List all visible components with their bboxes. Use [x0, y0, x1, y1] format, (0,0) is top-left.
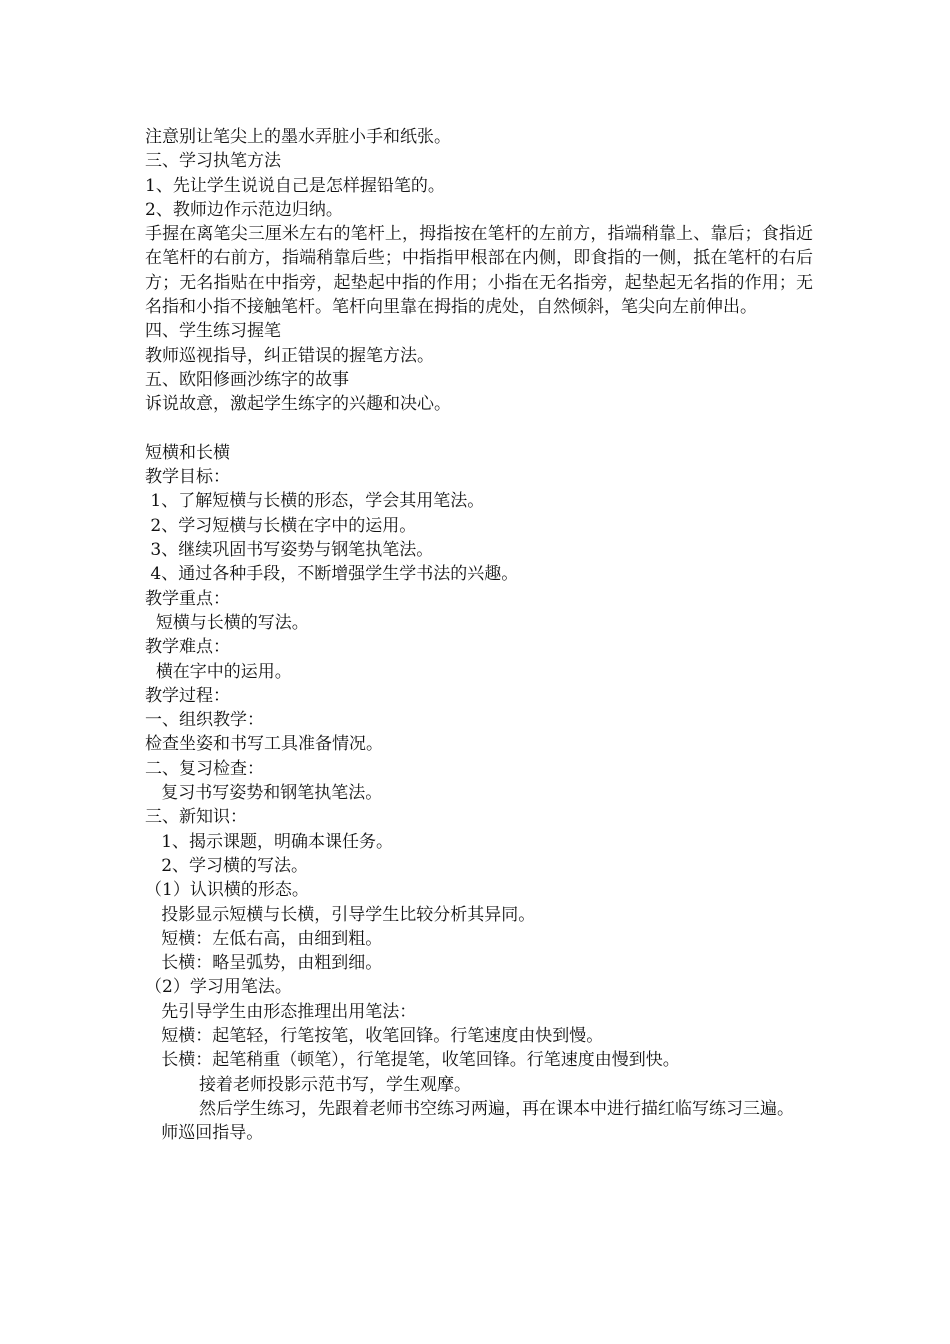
sub-step-text: 长横：起笔稍重（顿笔），行笔提笔，收笔回锋。行笔速度由慢到快。: [145, 1050, 680, 1071]
section-heading: 三、学习执笔方法: [145, 151, 281, 172]
step-text: 复习书写姿势和钢笔执笔法。: [145, 783, 383, 804]
sub-step-heading: （1）认识横的形态。: [145, 880, 309, 901]
step-heading: 二、复习检查：: [145, 758, 264, 779]
step-heading: 三、新知识：: [145, 807, 247, 828]
sub-step-text: 短横：左低右高，由细到粗。: [145, 928, 383, 949]
goal-item: 4、通过各种手段，不断增强学生学书法的兴趣。: [145, 564, 519, 585]
sub-step-heading: （2）学习用笔法。: [145, 977, 292, 998]
key-points-heading: 教学重点：: [145, 588, 230, 609]
difficulty-heading: 教学难点：: [145, 637, 230, 658]
text-line: 1、先让学生说说自己是怎样握铅笔的。: [145, 175, 445, 196]
difficulty-text: 横在字中的运用。: [145, 661, 292, 682]
section-heading: 四、学生练习握笔: [145, 321, 281, 342]
section-heading: 五、欧阳修画沙练字的故事: [145, 369, 349, 390]
sub-step-text: 投影显示短横与长横，引导学生比较分析其异同。: [145, 904, 536, 925]
text-line: 注意别让笔尖上的墨水弄脏小手和纸张。: [145, 127, 451, 147]
sub-step-text: 接着老师投影示范书写，学生观摩。: [145, 1074, 472, 1095]
goal-item: 1、了解短横与长横的形态，学会其用笔法。: [145, 491, 485, 512]
sub-step-text: 先引导学生由形态推理出用笔法：: [145, 1001, 417, 1022]
document-page: [145, 125, 813, 1145]
lesson-title: 短横和长横: [145, 442, 230, 463]
blank-line: [145, 417, 813, 441]
goal-item: 3、继续巩固书写姿势与钢笔执笔法。: [145, 540, 434, 561]
step-text: 1、揭示课题，明确本课任务。: [145, 831, 394, 852]
step-heading: 一、组织教学：: [145, 710, 264, 731]
text-line: 教师巡视指导，纠正错误的握笔方法。: [145, 345, 434, 366]
key-points-text: 短横与长横的写法。: [145, 612, 309, 633]
practice-paragraph: 然后学生练习，先跟着老师书空练习两遍，再在课本中进行描红临写练习三遍。: [145, 1098, 795, 1119]
goal-item: 2、学习短横与长横在字中的运用。: [145, 515, 417, 536]
process-heading: 教学过程：: [145, 685, 230, 706]
sub-step-text: 长横：略呈弧势，由粗到细。: [145, 953, 383, 974]
step-text: 检查坐姿和书写工具准备情况。: [145, 734, 383, 755]
sub-step-text: 短横：起笔轻，行笔按笔，收笔回锋。行笔速度由快到慢。: [145, 1025, 604, 1046]
text-line: 诉说故意，激起学生练字的兴趣和决心。: [145, 394, 451, 415]
goals-heading: 教学目标：: [145, 467, 230, 488]
text-line: 2、教师边作示范边归纳。: [145, 199, 343, 220]
step-text: 2、学习横的写法。: [145, 855, 309, 876]
grip-description-paragraph: 手握在离笔尖三厘米左右的笔杆上，拇指按在笔杆的左前方，指端稍靠上、靠后；食指近在笔杆的右前方，指端稍靠后些；中指指甲根部在内侧，即食指的一侧，抵在笔杆的右后方；无名指贴在中指旁，起垫起中指的作用；小指在无名指旁，起垫起无名指的作用；无名指和小指不接触笔杆。笔杆向里靠在拇指的虎处，自然倾斜，笔尖向左前伸出。: [145, 224, 813, 318]
text-line: 师巡回指导。: [145, 1123, 264, 1144]
